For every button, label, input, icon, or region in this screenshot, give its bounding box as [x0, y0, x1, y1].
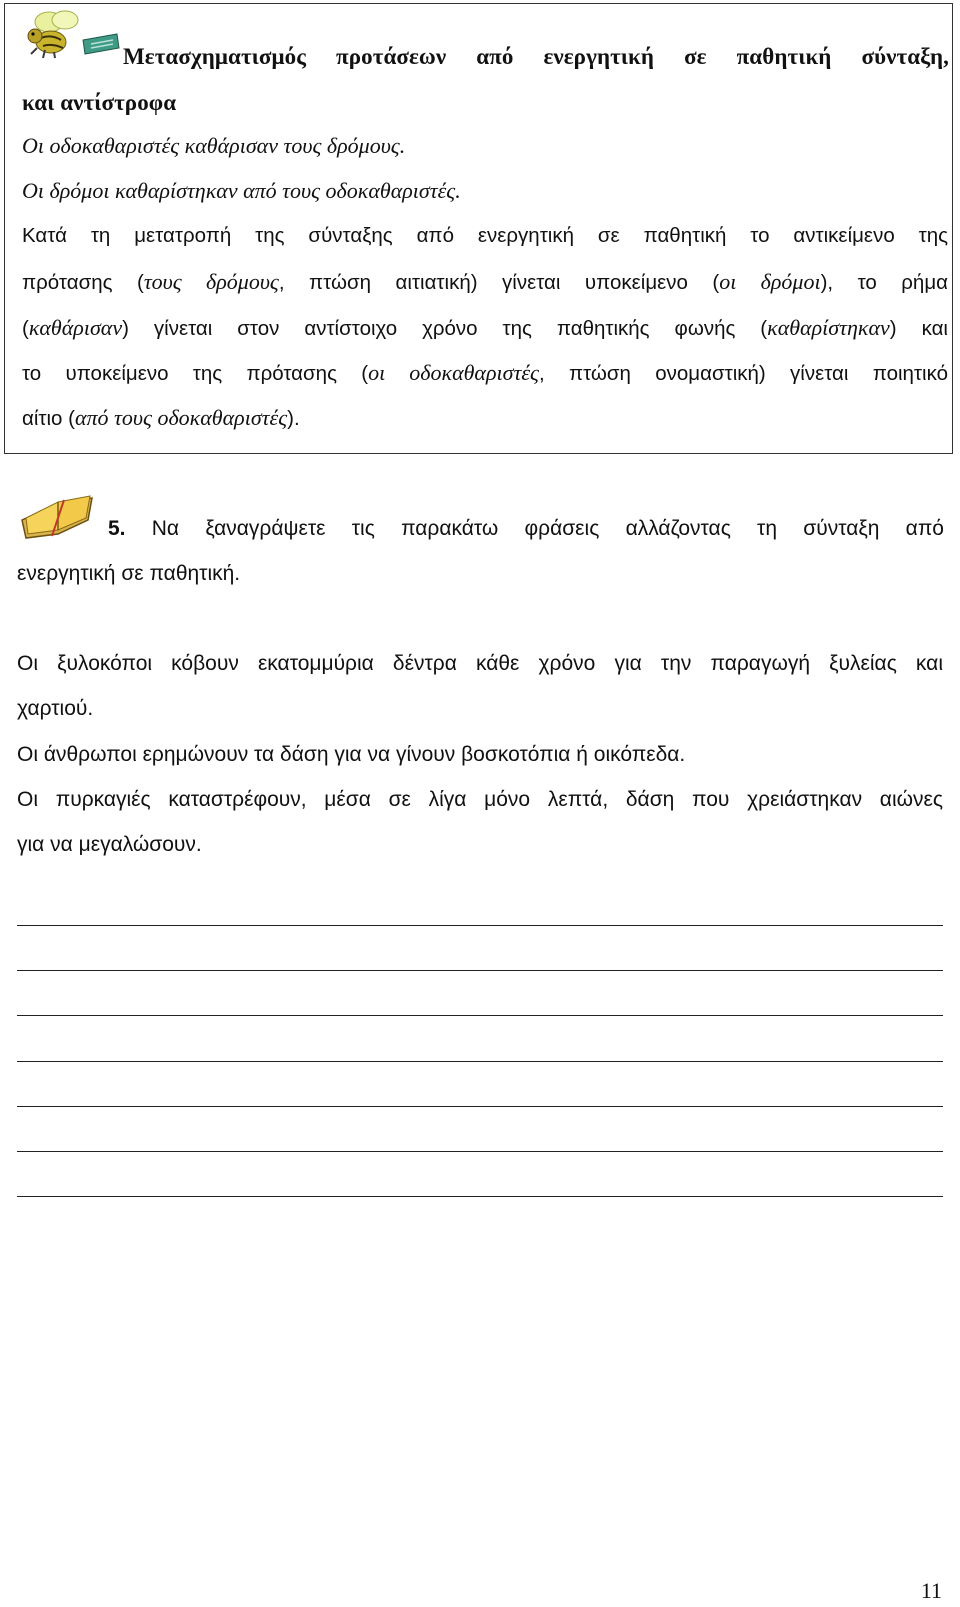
explanation-text: πρότασης ( [22, 271, 144, 294]
explanation-text: το υποκείμενο της πρότασης ( [22, 362, 369, 385]
exercise-instruction-text: Να ξαναγράψετε τις παρακάτω φράσεις αλλάζοντας τη σύνταξη από [151, 517, 944, 540]
exercise-sentence-3-continued: για να μεγαλώσουν. [17, 833, 202, 856]
grammar-info-box [4, 3, 953, 454]
answer-line[interactable] [17, 925, 943, 926]
answer-line[interactable] [17, 1196, 943, 1197]
page-number: 11 [920, 1578, 942, 1603]
info-box-title: Μετασχηματισμός προτάσεων από ενεργητική σε παθητική σύνταξη, [123, 44, 949, 69]
answer-line[interactable] [17, 1106, 943, 1107]
answer-line[interactable] [17, 970, 943, 971]
example-passive-sentence: Οι δρόμοι καθαρίστηκαν από τους οδοκαθαριστές. [22, 178, 461, 203]
exercise-instruction [108, 517, 944, 541]
answer-line[interactable] [17, 1061, 943, 1062]
explanation-text: ), το ρήμα [820, 271, 948, 294]
exercise-sentence-2: Οι άνθρωποι ερημώνουν τα δάση για να γίνουν βοσκοτόπια ή οικόπεδα. [17, 743, 686, 766]
explanation-line [22, 315, 948, 341]
explanation-example: από τους οδοκαθαριστές [74, 405, 288, 430]
open-book-icon [18, 490, 96, 542]
exercise-sentence-1-continued: χαρτιού. [17, 697, 94, 720]
info-box-title-continued: και αντίστροφα [22, 90, 177, 115]
explanation-example: καθάρισαν [28, 315, 123, 340]
explanation-text: αίτιο ( [22, 407, 75, 430]
exercise-number: 5. [108, 517, 126, 540]
explanation-text: Κατά τη μετατροπή της σύνταξης από ενεργητική σε παθητική το αντικείμενο της [22, 224, 948, 247]
explanation-line [22, 269, 948, 295]
answer-line[interactable] [17, 1015, 943, 1016]
explanation-line [22, 405, 948, 431]
explanation-example: τους δρόμους [143, 269, 279, 294]
explanation-example: οι οδοκαθαριστές [368, 360, 539, 385]
exercise-sentence-1: Οι ξυλοκόποι κόβουν εκατομμύρια δέντρα κάθε χρόνο για την παραγωγή ξυλείας και [17, 652, 943, 675]
explanation-text: ) και [889, 317, 948, 340]
exercise-instruction-continued: ενεργητική σε παθητική. [17, 562, 241, 585]
explanation-text: ). [287, 407, 300, 430]
explanation-text: , πτώση αιτιατική) γίνεται υποκείμενο ( [278, 271, 720, 294]
explanation-text: , πτώση ονομαστική) γίνεται ποιητικό [538, 362, 948, 385]
explanation-line [22, 224, 948, 248]
exercise-sentence-3: Οι πυρκαγιές καταστρέφουν, μέσα σε λίγα μόνο λεπτά, δάση που χρειάστηκαν αιώνες [17, 788, 943, 811]
answer-line[interactable] [17, 1151, 943, 1152]
explanation-example: οι δρόμοι [719, 269, 821, 294]
explanation-line [22, 360, 948, 386]
explanation-example: καθαρίστηκαν [767, 315, 890, 340]
example-active-sentence: Οι οδοκαθαριστές καθάρισαν τους δρόμους. [22, 133, 406, 158]
bee-with-book-icon [21, 8, 121, 66]
explanation-text: ) γίνεται στον αντίστοιχο χρόνο της παθητικής φωνής ( [122, 317, 768, 340]
explanation-text: ( [22, 317, 29, 340]
